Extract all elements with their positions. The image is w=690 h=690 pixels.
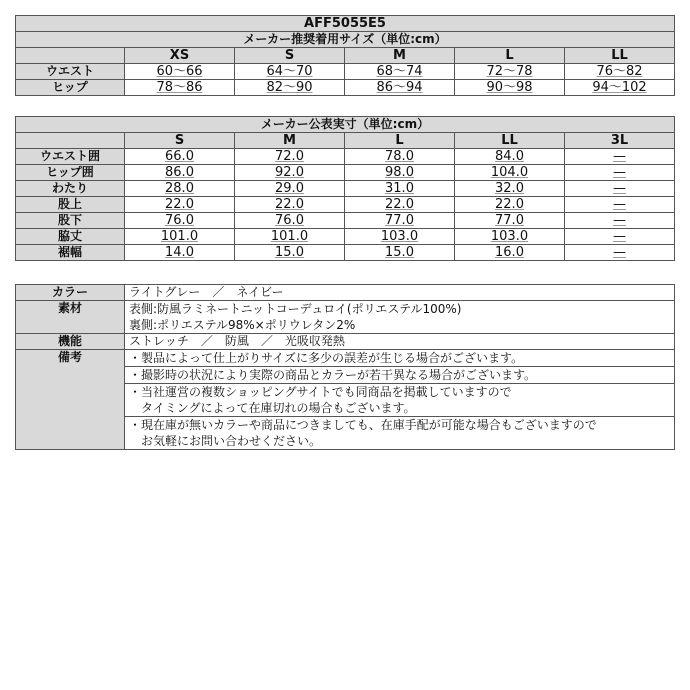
note-item xyxy=(125,367,675,384)
cell-value: 86〜94 xyxy=(345,80,455,96)
size-header-row xyxy=(16,48,675,64)
size-header: S xyxy=(235,48,345,64)
material-value xyxy=(125,301,675,334)
row-label: ヒップ xyxy=(16,80,125,96)
size-header: M xyxy=(235,133,345,149)
corner-cell xyxy=(16,133,125,149)
cell-value: 98.0 xyxy=(345,165,455,181)
function-label: 機能 xyxy=(16,334,125,350)
cell-value: — xyxy=(565,165,675,181)
cell-value: 68〜74 xyxy=(345,64,455,80)
cell-value: 77.0 xyxy=(345,213,455,229)
size-header: L xyxy=(455,48,565,64)
cell-value: 92.0 xyxy=(235,165,345,181)
cell-value: 22.0 xyxy=(235,197,345,213)
function-value: ストレッチ ／ 防風 ／ 光吸収発熱 xyxy=(125,334,675,350)
note-line: ・撮影時の状況により実際の商品とカラーが若干異なる場合がございます。 xyxy=(129,368,537,382)
cell-value: 28.0 xyxy=(125,181,235,197)
info-row-color xyxy=(16,285,675,301)
note-item xyxy=(125,350,675,367)
material-line: 裏側:ポリエステル98%×ポリウレタン2% xyxy=(129,318,356,332)
row-label: 股下 xyxy=(16,213,125,229)
row-label: ウエスト囲 xyxy=(16,149,125,165)
cell-value: — xyxy=(565,245,675,261)
actual-size-table xyxy=(15,116,675,261)
size-header: L xyxy=(345,133,455,149)
cell-value: — xyxy=(565,181,675,197)
size-header-row xyxy=(16,133,675,149)
table-row xyxy=(16,181,675,197)
cell-value: 103.0 xyxy=(345,229,455,245)
table-row xyxy=(16,229,675,245)
size-header: XS xyxy=(125,48,235,64)
size-header: S xyxy=(125,133,235,149)
row-label: ウエスト xyxy=(16,64,125,80)
cell-value: 82〜90 xyxy=(235,80,345,96)
cell-value: 14.0 xyxy=(125,245,235,261)
note-line: ・当社運営の複数ショッピングサイトでも同商品を掲載していますので xyxy=(129,385,512,399)
info-row-function xyxy=(16,334,675,350)
product-code: AFF5055E5 xyxy=(16,16,675,32)
cell-value: 78.0 xyxy=(345,149,455,165)
cell-value: — xyxy=(565,197,675,213)
cell-value: 101.0 xyxy=(235,229,345,245)
cell-value: 15.0 xyxy=(345,245,455,261)
cell-value: 86.0 xyxy=(125,165,235,181)
note-line: お気軽にお問い合わせください。 xyxy=(129,434,322,448)
cell-value: 104.0 xyxy=(455,165,565,181)
note-item xyxy=(125,417,675,450)
recommended-size-title: メーカー推奨着用サイズ（単位:cm） xyxy=(16,32,675,48)
table-row xyxy=(16,64,675,80)
cell-value: 22.0 xyxy=(455,197,565,213)
cell-value: 90〜98 xyxy=(455,80,565,96)
size-header: 3L xyxy=(565,133,675,149)
note-line: ・現在庫が無いカラーや商品につきましても、在庫手配が可能な場合もございますので xyxy=(129,418,597,432)
cell-value: 77.0 xyxy=(455,213,565,229)
cell-value: 76〜82 xyxy=(565,64,675,80)
cell-value: 72.0 xyxy=(235,149,345,165)
material-line: 表側:防風ラミネートニットコーデュロイ(ポリエステル100%) xyxy=(129,302,462,316)
cell-value: 29.0 xyxy=(235,181,345,197)
notes-label: 備考 xyxy=(16,350,125,450)
cell-value: 60〜66 xyxy=(125,64,235,80)
cell-value: 94〜102 xyxy=(565,80,675,96)
product-info-table xyxy=(15,284,675,450)
info-row-notes xyxy=(16,350,675,367)
note-line: タイミングによって在庫切れの場合もございます。 xyxy=(129,401,416,415)
color-value: ライトグレー ／ ネイビー xyxy=(125,285,675,301)
cell-value: 103.0 xyxy=(455,229,565,245)
note-item xyxy=(125,384,675,417)
cell-value: 64〜70 xyxy=(235,64,345,80)
cell-value: 32.0 xyxy=(455,181,565,197)
cell-value: 72〜78 xyxy=(455,64,565,80)
cell-value: 22.0 xyxy=(125,197,235,213)
table-row xyxy=(16,213,675,229)
material-label: 素材 xyxy=(16,301,125,334)
cell-value: 76.0 xyxy=(125,213,235,229)
table-row xyxy=(16,197,675,213)
row-label: 股上 xyxy=(16,197,125,213)
cell-value: — xyxy=(565,149,675,165)
cell-value: 15.0 xyxy=(235,245,345,261)
cell-value: 16.0 xyxy=(455,245,565,261)
table-row xyxy=(16,165,675,181)
table-row xyxy=(16,80,675,96)
row-label: 脇丈 xyxy=(16,229,125,245)
cell-value: 66.0 xyxy=(125,149,235,165)
size-header: LL xyxy=(455,133,565,149)
actual-size-title: メーカー公表実寸（単位:cm） xyxy=(16,117,675,133)
cell-value: 31.0 xyxy=(345,181,455,197)
cell-value: 22.0 xyxy=(345,197,455,213)
color-label: カラー xyxy=(16,285,125,301)
recommended-size-table xyxy=(15,15,675,96)
size-header: LL xyxy=(565,48,675,64)
row-label: わたり xyxy=(16,181,125,197)
table-row xyxy=(16,245,675,261)
cell-value: — xyxy=(565,213,675,229)
note-line: ・製品によって仕上がりサイズに多少の誤差が生じる場合がございます。 xyxy=(129,351,524,365)
row-label: ヒップ囲 xyxy=(16,165,125,181)
cell-value: — xyxy=(565,229,675,245)
cell-value: 84.0 xyxy=(455,149,565,165)
table-row xyxy=(16,149,675,165)
cell-value: 76.0 xyxy=(235,213,345,229)
cell-value: 101.0 xyxy=(125,229,235,245)
row-label: 裾幅 xyxy=(16,245,125,261)
cell-value: 78〜86 xyxy=(125,80,235,96)
info-row-material xyxy=(16,301,675,334)
size-header: M xyxy=(345,48,455,64)
corner-cell xyxy=(16,48,125,64)
